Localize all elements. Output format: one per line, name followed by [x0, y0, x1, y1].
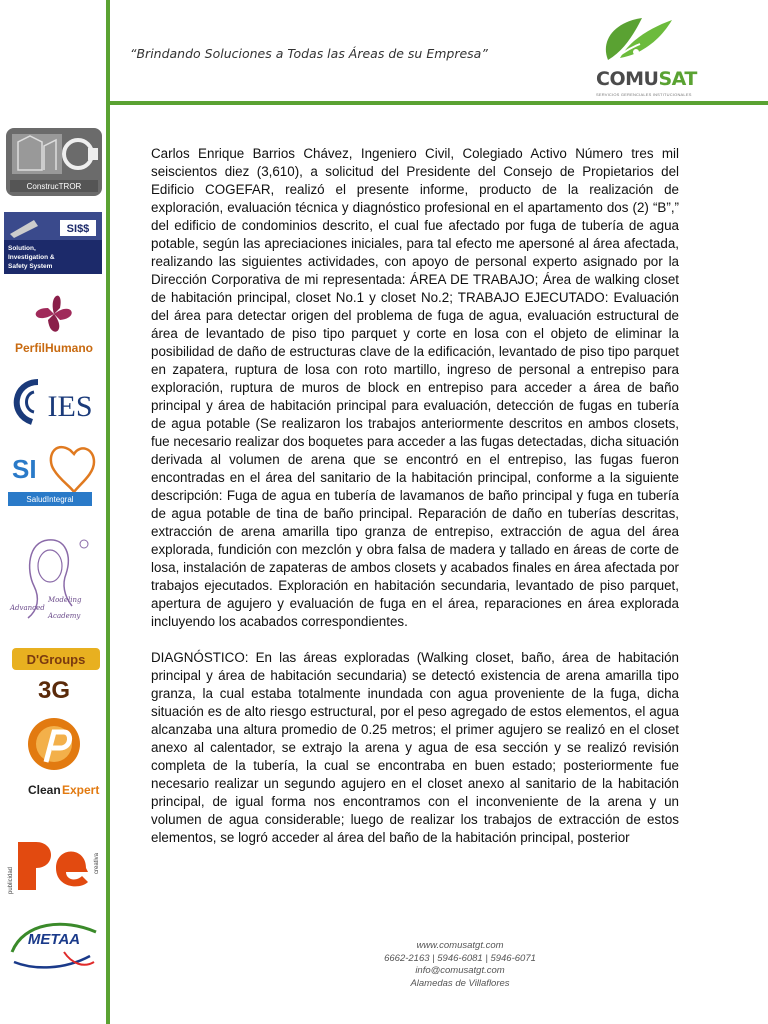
salud-integral-logo: [4, 440, 104, 510]
report-body: [151, 145, 679, 865]
comusat-logo: [590, 10, 697, 97]
ies-logo: [4, 374, 104, 430]
metaa-text: METAA: [27, 931, 81, 948]
header-divider: [106, 101, 768, 105]
leaf-icon: [590, 10, 690, 70]
si-sub-text: SaludIntegral: [26, 495, 74, 504]
clean-expert-logo: [4, 714, 104, 804]
svg-text:Solution,: Solution,: [8, 245, 36, 252]
ies-text: IES: [47, 390, 93, 423]
djs-group-text: D'Groups: [26, 652, 86, 667]
brand-subtitle: SERVICIOS GERENCIALES INSTITUCIONALES: [596, 92, 692, 97]
vertical-divider: [106, 0, 110, 1024]
publicidad-creativa-logo: [4, 824, 104, 900]
pe-text-1: publicidad: [8, 866, 14, 894]
modeling-text-2: Modeling: [48, 596, 82, 604]
si-text: SI: [12, 454, 37, 484]
modeling-text-1: Advanced: [10, 604, 45, 612]
djs-3g-text: 3G: [37, 677, 71, 704]
header-tagline: “Brindando Soluciones a Todas las Áreas de su Empresa”: [130, 46, 488, 61]
perfil-humano-logo: [4, 286, 104, 358]
svg-text:Investigation &: Investigation &: [8, 254, 55, 261]
modeling-text-3: Academy: [48, 612, 81, 620]
footer-phones: 6662-2163 | 5946-6081 | 5946-6071: [384, 952, 536, 964]
report-paragraph-2: DIAGNÓSTICO: En las áreas exploradas (Walking closet, baño, área de habitación principal y área de habitación secundaria) se detectó existencia de arena amarilla tipo granza, la cual estaba totalmente inundada con agua proveniente de la fuga, dicha situación es de alto riesgo estructural, por el peso agregado de estos elementos, el agua alcanzaba una altura promedio de 0.25 metros; el primer agujero se realizó en el closet anexo al calentador, se extrajo la arena y agua de esa sección y se realizó revisión completa de la tubería, la cual se encontraba en buen estado; posteriormente fue necesario realizar un segundo agujero en el closet anexo al sanitario de la habitación principal, de igual forma nos encontramos con el inconveniente de la arena y un volumen de agua considerable; luego de realizar los trabajos de extracción de estos elementos, se logró acceder al área del baño de la habitación principal, posterior: [151, 650, 679, 845]
report-paragraph-1: Carlos Enrique Barrios Chávez, Ingeniero Civil, Colegiado Activo Número tres mil seiscientos diez (3,610), a solicitud del Presidente del Consejo de Propietarios del Edificio COGEFAR, realizó el presente informe, producto de la realización de exploración, evaluación técnica y diagnóstico profesional en el apartamento dos (2) “B”,” del edificio de condominios descrito, el cual fue afectado por fuga de tubería de agua potable, según las apreciaciones iniciales, para tal efecto me apersoné al área afectada, realizando las siguientes actividades, con apoyo de personal experto asignado por la Dirección Corporativa de mi representada: ÁREA DE TRABAJO; Área de walking closet de habitación principal, closet No.1 y closet No.2; TRABAJO EJECUTADO: Evaluación del área para detectar origen del problema de fuga de agua, evaluación estructural de área de levantado de piso tipo parquet y corte en losa con el objeto de eliminar la posibilidad de daño de estructuras clave de la edificación, levantado de piso tipo parquet en zapatera, ruptura de losa con roto martillo, ingreso de personal a entrepiso para exploración, ruptura de muros de block en entrepiso para acceder a área de baño principal y área de habitación principal para evaluación, detección de fugas en tubería de agua potable (Se realizaron los trabajos anteriormente descritos en ambos closets, fue necesario realizar dos boquetes para acceder a las fugas detectadas, dicha situación derivada al volumen de arena que se encontró en el entrepiso, las fugas fueron encontradas en el área del sanitario de la habitación principal, conforme a la siguiente descripción: Fuga de agua en tubería de lavamanos de baño principal y fuga en tubería de agua potable de tina de baño principal. Reparación de daño en tuberías descritas, extracción de arena amarilla tipo granza de entrepiso, extracción de agua del área explorada, fundición con mezclón y obra falsa de madera y tallado en áreas de corte de losa, instalación de zapateras de ambos closets y acabados finales en área afectada por trabajos ejecutados. Exploración en habitación secundaria, levantado de piso parquet, apertura de agujero y evaluación de fuga en el área, reparaciones en área explorada incluyendo los acabados correspondientes.: [151, 146, 679, 629]
siss-logo: [4, 212, 104, 274]
siss-logo-title: SI$$: [66, 223, 90, 235]
expert-text: Expert: [62, 783, 100, 797]
constructor-logo-text: ConstrucTROR: [26, 182, 82, 191]
clean-text: Clean: [28, 783, 61, 797]
constructor-logo: [4, 126, 104, 198]
pe-text-2: creativa: [94, 852, 100, 874]
contact-footer: [340, 940, 580, 990]
modeling-academy-logo: [4, 526, 104, 636]
footer-website: www.comusatgt.com: [416, 940, 504, 951]
brand-name: COMUSAT: [596, 68, 697, 90]
svg-text:Safety System: Safety System: [8, 263, 53, 270]
perfil-humano-text: PerfilHumano: [14, 341, 94, 355]
metaa-logo: [4, 912, 104, 976]
footer-email: info@comusatgt.com: [415, 965, 505, 976]
djs-group-logo: [4, 646, 104, 706]
footer-address: Alamedas de Villaflores: [410, 977, 510, 989]
